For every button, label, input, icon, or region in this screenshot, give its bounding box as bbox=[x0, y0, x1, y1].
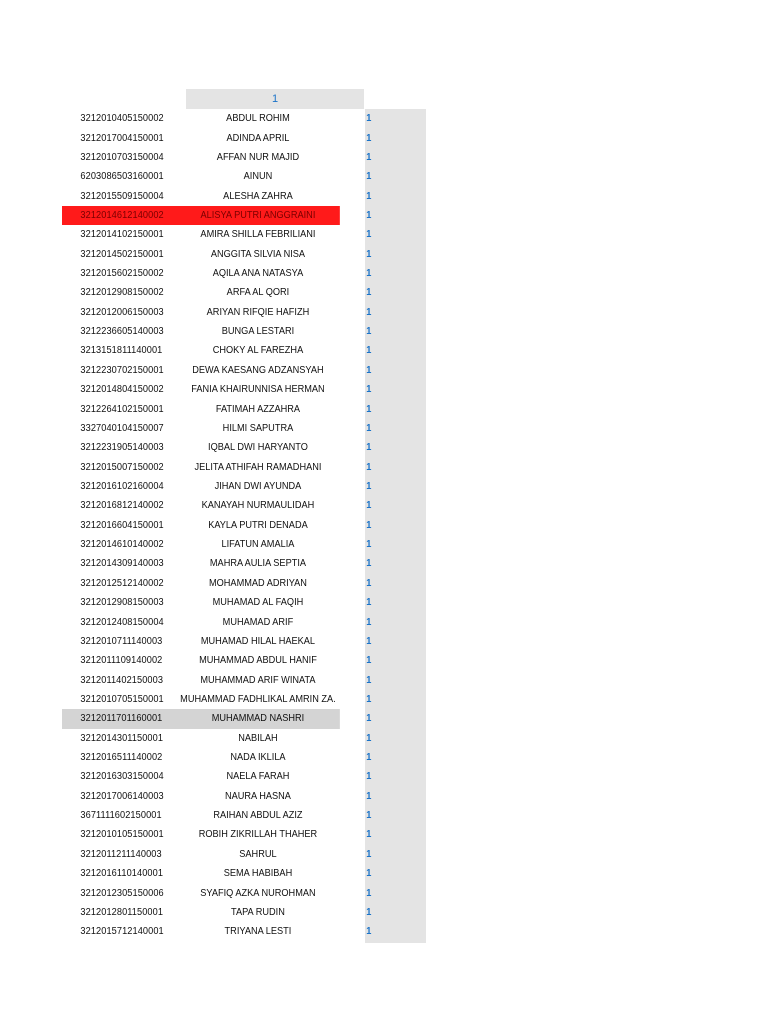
value-cell[interactable]: 1 bbox=[366, 364, 372, 376]
value-cell[interactable]: 1 bbox=[366, 151, 372, 163]
student-id-cell[interactable]: 3212011701160001 bbox=[80, 713, 163, 725]
student-id-cell[interactable]: 3212016110140001 bbox=[80, 868, 164, 880]
table-row[interactable] bbox=[62, 438, 397, 457]
student-id-cell[interactable]: 3212014612140002 bbox=[80, 209, 164, 221]
table-row[interactable] bbox=[62, 206, 397, 225]
student-name-cell[interactable]: MUHAMMAD NASHRI bbox=[211, 713, 305, 725]
table-row[interactable] bbox=[62, 554, 397, 573]
student-id-cell[interactable]: 3212012908150002 bbox=[80, 287, 164, 299]
table-row[interactable] bbox=[62, 496, 397, 515]
table-row[interactable] bbox=[62, 612, 397, 631]
student-id-cell[interactable]: 3212010405150002 bbox=[80, 113, 164, 125]
value-cell[interactable]: 1 bbox=[366, 229, 372, 241]
table-row[interactable] bbox=[62, 341, 397, 360]
value-cell[interactable]: 1 bbox=[366, 461, 372, 473]
student-id-cell[interactable]: 3212012908150003 bbox=[80, 597, 164, 609]
student-id-cell[interactable]: 3212230702150001 bbox=[80, 364, 164, 376]
student-name-cell[interactable]: KANAYAH NURMAULIDAH bbox=[201, 500, 315, 512]
value-cell[interactable]: 1 bbox=[366, 577, 372, 589]
table-row[interactable] bbox=[62, 186, 397, 205]
value-cell[interactable]: 1 bbox=[366, 771, 372, 783]
table-row[interactable] bbox=[62, 574, 397, 593]
student-name-cell[interactable]: NABILAH bbox=[238, 732, 278, 744]
table-row[interactable] bbox=[62, 651, 397, 670]
student-name-cell[interactable]: SAHRUL bbox=[239, 848, 277, 860]
value-cell[interactable]: 1 bbox=[366, 674, 372, 686]
student-id-cell[interactable]: 3212014502150001 bbox=[80, 248, 164, 260]
student-id-cell[interactable]: 3212016812140002 bbox=[80, 500, 164, 512]
table-row[interactable] bbox=[62, 109, 397, 128]
student-name-cell[interactable]: AINUN bbox=[243, 171, 273, 183]
student-name-cell[interactable]: TRIYANA LESTI bbox=[224, 926, 292, 938]
student-name-cell[interactable]: FATIMAH AZZAHRA bbox=[215, 403, 301, 415]
student-name-cell[interactable]: DEWA KAESANG ADZANSYAH bbox=[192, 364, 324, 376]
student-name-cell[interactable]: JELITA ATHIFAH RAMADHANI bbox=[194, 461, 322, 473]
student-name-cell[interactable]: ADINDA APRIL bbox=[226, 132, 290, 144]
student-name-cell[interactable]: ARFA AL QORI bbox=[226, 287, 290, 299]
value-cell[interactable]: 1 bbox=[366, 326, 372, 338]
student-id-cell[interactable]: 3212231905140003 bbox=[80, 442, 164, 454]
value-cell[interactable]: 1 bbox=[366, 190, 372, 202]
table-row[interactable] bbox=[62, 903, 397, 922]
value-cell[interactable]: 1 bbox=[366, 810, 372, 822]
value-cell[interactable]: 1 bbox=[366, 635, 372, 647]
value-cell[interactable]: 1 bbox=[366, 887, 372, 899]
student-id-cell[interactable]: 3212016303150004 bbox=[80, 771, 164, 783]
table-row[interactable] bbox=[62, 787, 397, 806]
student-id-cell[interactable]: 6203086503160001 bbox=[80, 171, 164, 183]
student-id-cell[interactable]: 3212012801150001 bbox=[80, 906, 164, 918]
student-id-cell[interactable]: 3212016511140002 bbox=[80, 752, 163, 764]
student-name-cell[interactable]: RAIHAN ABDUL AZIZ bbox=[213, 810, 303, 822]
value-cell[interactable]: 1 bbox=[366, 868, 372, 880]
student-id-cell[interactable]: 3212015602150002 bbox=[80, 268, 164, 280]
student-id-cell[interactable]: 3212016604150001 bbox=[80, 519, 164, 531]
value-cell[interactable]: 1 bbox=[366, 558, 372, 570]
student-id-cell[interactable]: 3212011211140003 bbox=[80, 848, 162, 860]
student-name-cell[interactable]: ROBIH ZIKRILLAH THAHER bbox=[198, 829, 318, 841]
table-row[interactable] bbox=[62, 264, 397, 283]
student-name-cell[interactable]: ANGGITA SILVIA NISA bbox=[210, 248, 306, 260]
student-name-cell[interactable]: NADA IKLILA bbox=[230, 752, 286, 764]
table-row[interactable] bbox=[62, 729, 397, 748]
student-name-cell[interactable]: MUHAMMAD FADHLIKAL AMRIN ZA. bbox=[180, 693, 336, 705]
student-id-cell[interactable]: 3212264102150001 bbox=[80, 403, 164, 415]
student-id-cell[interactable]: 3212010705150001 bbox=[80, 693, 164, 705]
student-id-cell[interactable]: 3212014610140002 bbox=[80, 539, 164, 551]
value-cell[interactable]: 1 bbox=[366, 500, 372, 512]
value-cell[interactable]: 1 bbox=[366, 616, 372, 628]
table-row[interactable] bbox=[62, 670, 397, 689]
value-cell[interactable]: 1 bbox=[366, 790, 372, 802]
table-row[interactable] bbox=[62, 245, 397, 264]
student-name-cell[interactable]: NAELA FARAH bbox=[226, 771, 290, 783]
student-id-cell[interactable]: 3212010711140003 bbox=[80, 635, 163, 647]
student-name-cell[interactable]: MUHAMAD HILAL HAEKAL bbox=[200, 635, 316, 647]
table-row[interactable] bbox=[62, 361, 397, 380]
table-row[interactable] bbox=[62, 516, 397, 535]
table-row[interactable] bbox=[62, 535, 397, 554]
table-row[interactable] bbox=[62, 864, 397, 883]
value-cell[interactable]: 1 bbox=[366, 752, 372, 764]
student-id-cell[interactable]: 3212012512140002 bbox=[80, 577, 164, 589]
student-id-cell[interactable]: 3212014804150002 bbox=[80, 384, 164, 396]
value-cell[interactable]: 1 bbox=[366, 171, 372, 183]
student-name-cell[interactable]: MOHAMMAD ADRIYAN bbox=[208, 577, 307, 589]
table-row[interactable] bbox=[62, 632, 397, 651]
value-cell[interactable]: 1 bbox=[366, 926, 372, 938]
student-name-cell[interactable]: BUNGA LESTARI bbox=[221, 326, 295, 338]
value-cell[interactable]: 1 bbox=[366, 268, 372, 280]
student-name-cell[interactable]: LIFATUN AMALIA bbox=[221, 539, 295, 551]
value-cell[interactable]: 1 bbox=[366, 732, 372, 744]
student-name-cell[interactable]: MUHAMAD AL FAQIH bbox=[212, 597, 304, 609]
student-name-cell[interactable]: MAHRA AULIA SEPTIA bbox=[209, 558, 307, 570]
student-name-cell[interactable]: TAPA RUDIN bbox=[231, 906, 285, 918]
value-cell[interactable]: 1 bbox=[366, 403, 372, 415]
table-row[interactable] bbox=[62, 845, 397, 864]
table-row[interactable] bbox=[62, 399, 397, 418]
student-id-cell[interactable]: 3671111602150001 bbox=[80, 810, 162, 822]
student-id-cell[interactable]: 3212017006140003 bbox=[80, 790, 164, 802]
student-name-cell[interactable]: ARIYAN RIFQIE HAFIZH bbox=[206, 306, 310, 318]
value-cell[interactable]: 1 bbox=[366, 539, 372, 551]
student-name-cell[interactable]: HILMI SAPUTRA bbox=[222, 422, 294, 434]
student-name-cell[interactable]: MUHAMMAD ABDUL HANIF bbox=[199, 655, 317, 667]
student-id-cell[interactable]: 3212012305150006 bbox=[80, 887, 164, 899]
table-row[interactable] bbox=[62, 690, 397, 709]
value-cell[interactable]: 1 bbox=[366, 422, 372, 434]
value-cell[interactable]: 1 bbox=[366, 345, 372, 357]
student-id-cell[interactable]: 3212014102150001 bbox=[80, 229, 164, 241]
table-row[interactable] bbox=[62, 283, 397, 302]
value-cell[interactable]: 1 bbox=[366, 906, 372, 918]
student-id-cell[interactable]: 3212015007150002 bbox=[80, 461, 164, 473]
table-row[interactable] bbox=[62, 128, 397, 147]
student-name-cell[interactable]: KAYLA PUTRI DENADA bbox=[208, 519, 308, 531]
student-id-cell[interactable]: 3212010703150004 bbox=[80, 151, 164, 163]
student-name-cell[interactable]: CHOKY AL FAREZHA bbox=[212, 345, 304, 357]
column-header-cell[interactable]: 1 bbox=[186, 89, 364, 109]
student-name-cell[interactable]: ALISYA PUTRI ANGGRAINI bbox=[200, 209, 316, 221]
value-cell[interactable]: 1 bbox=[366, 248, 372, 260]
student-name-cell[interactable]: ALESHA ZAHRA bbox=[223, 190, 293, 202]
value-cell[interactable]: 1 bbox=[366, 597, 372, 609]
student-name-cell[interactable]: NAURA HASNA bbox=[224, 790, 291, 802]
student-name-cell[interactable]: SEMA HABIBAH bbox=[223, 868, 293, 880]
student-name-cell[interactable]: JIHAN DWI AYUNDA bbox=[214, 481, 302, 492]
table-row[interactable] bbox=[62, 767, 397, 786]
student-id-cell[interactable]: 3212011402150003 bbox=[80, 674, 164, 686]
table-row[interactable] bbox=[62, 477, 397, 496]
student-list bbox=[62, 109, 426, 941]
student-id-cell[interactable]: 3212016102160004 bbox=[80, 481, 164, 492]
table-row[interactable] bbox=[62, 322, 397, 341]
student-name-cell[interactable]: SYAFIQ AZKA NUROHMAN bbox=[200, 887, 316, 899]
value-cell[interactable]: 1 bbox=[366, 209, 372, 221]
table-row[interactable] bbox=[62, 806, 397, 825]
table-row[interactable] bbox=[62, 883, 397, 902]
student-id-cell[interactable]: 3212011109140002 bbox=[80, 655, 163, 667]
student-id-cell[interactable]: 3212010105150001 bbox=[80, 829, 164, 841]
table-row[interactable] bbox=[62, 748, 397, 767]
value-cell[interactable]: 1 bbox=[366, 713, 372, 725]
value-cell[interactable]: 1 bbox=[366, 132, 372, 144]
student-id-cell[interactable]: 3327040104150007 bbox=[80, 422, 164, 434]
student-id-cell[interactable]: 3212014301150001 bbox=[80, 732, 164, 744]
table-row[interactable] bbox=[62, 709, 397, 728]
student-name-cell[interactable]: FANIA KHAIRUNNISA HERMAN bbox=[191, 384, 325, 396]
value-cell[interactable]: 1 bbox=[366, 384, 372, 396]
student-id-cell[interactable]: 3212015712140001 bbox=[80, 926, 164, 938]
value-cell[interactable]: 1 bbox=[366, 113, 372, 125]
student-name-cell[interactable]: AQILA ANA NATASYA bbox=[212, 268, 304, 280]
student-name-cell[interactable]: ABDUL ROHIM bbox=[226, 113, 290, 125]
table-row[interactable] bbox=[62, 825, 397, 844]
value-cell[interactable]: 1 bbox=[366, 848, 372, 860]
student-name-cell[interactable]: MUHAMMAD ARIF WINATA bbox=[200, 674, 316, 686]
student-name-cell[interactable]: IQBAL DWI HARYANTO bbox=[208, 442, 308, 454]
student-id-cell[interactable]: 3212014309140003 bbox=[80, 558, 164, 570]
table-row[interactable] bbox=[62, 922, 397, 941]
value-cell[interactable]: 1 bbox=[366, 287, 372, 299]
student-id-cell[interactable]: 3212012006150003 bbox=[80, 306, 164, 318]
student-id-cell[interactable]: 3212236605140003 bbox=[80, 326, 164, 338]
table-row[interactable] bbox=[62, 593, 397, 612]
student-id-cell[interactable]: 3212012408150004 bbox=[80, 616, 164, 628]
value-cell[interactable]: 1 bbox=[366, 655, 372, 667]
value-cell[interactable]: 1 bbox=[366, 481, 372, 492]
value-cell[interactable]: 1 bbox=[366, 693, 372, 705]
table-row[interactable] bbox=[62, 225, 397, 244]
value-cell[interactable]: 1 bbox=[366, 519, 372, 531]
value-cell[interactable]: 1 bbox=[366, 442, 372, 454]
student-id-cell[interactable]: 3212017004150001 bbox=[80, 132, 164, 144]
value-cell[interactable]: 1 bbox=[366, 829, 372, 841]
student-id-cell[interactable]: 3213151811140001 bbox=[80, 345, 163, 357]
student-name-cell[interactable]: MUHAMAD ARIF bbox=[222, 616, 294, 628]
table-row[interactable] bbox=[62, 148, 397, 167]
value-cell[interactable]: 1 bbox=[366, 306, 372, 318]
student-name-cell[interactable]: AFFAN NUR MAJID bbox=[216, 151, 300, 163]
table-row[interactable] bbox=[62, 419, 397, 438]
table-row[interactable] bbox=[62, 380, 397, 399]
table-row[interactable] bbox=[62, 167, 397, 186]
table-row[interactable] bbox=[62, 457, 397, 476]
table-row[interactable] bbox=[62, 303, 397, 322]
student-name-cell[interactable]: AMIRA SHILLA FEBRILIANI bbox=[200, 229, 316, 241]
student-id-cell[interactable]: 3212015509150004 bbox=[80, 190, 164, 202]
